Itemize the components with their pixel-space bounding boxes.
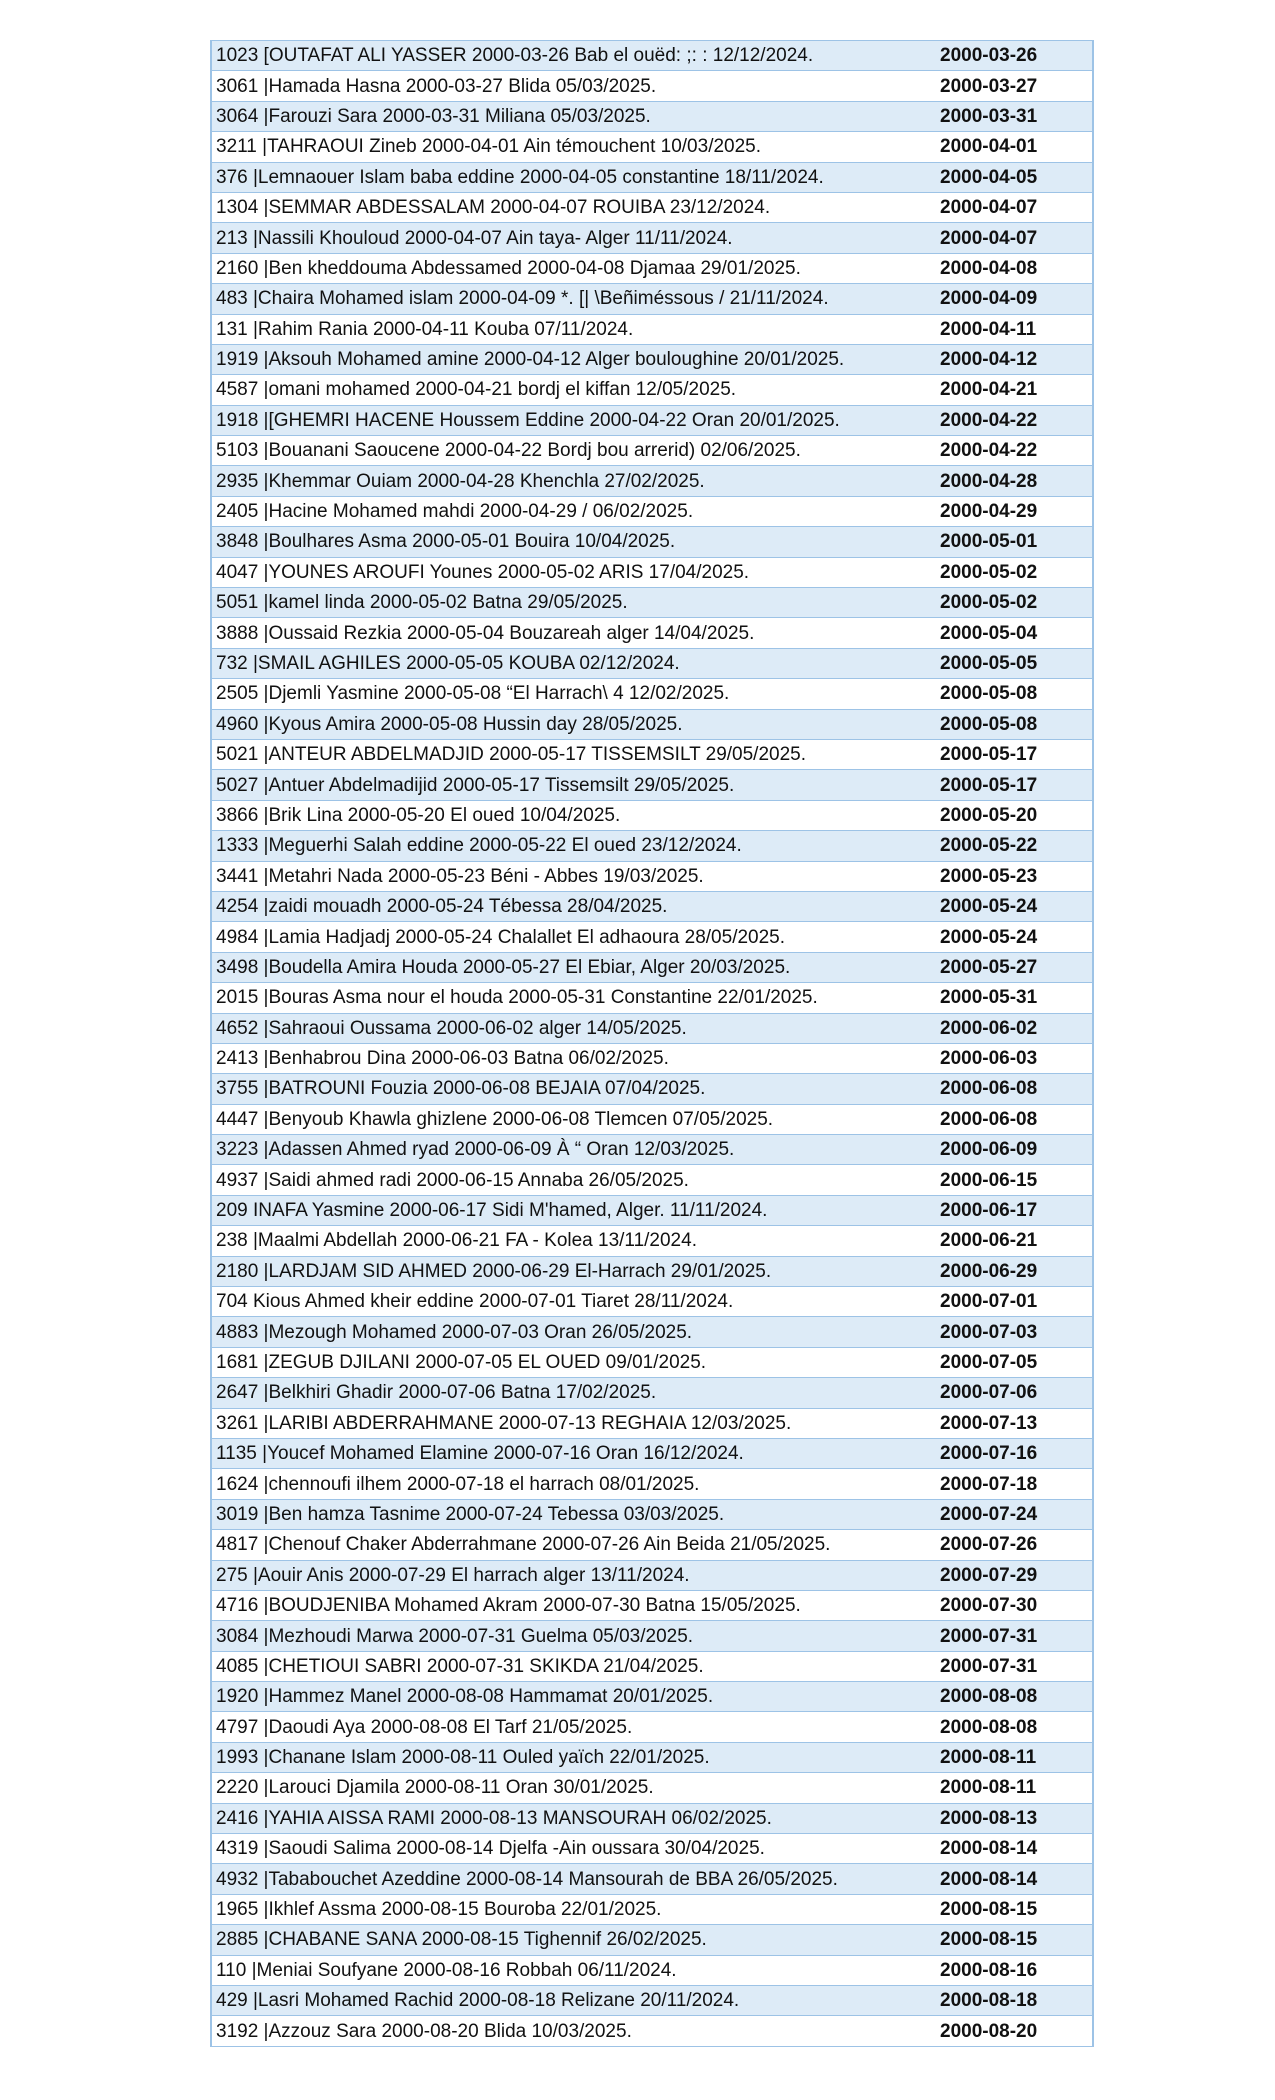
record-date: 2000-08-11 (940, 1773, 1093, 1803)
record-text: 2160 |Ben kheddouma Abdessamed 2000-04-08 Djamaa 29/01/2025. (211, 253, 940, 283)
record-text: 3061 |Hamada Hasna 2000-03-27 Blida 05/03/2025. (211, 71, 940, 101)
table-row (211, 101, 1093, 131)
table-row (211, 739, 1093, 769)
record-date: 2000-04-08 (940, 253, 1093, 283)
record-date: 2000-05-04 (940, 618, 1093, 648)
record-text: 429 |Lasri Mohamed Rachid 2000-08-18 Relizane 20/11/2024. (211, 1986, 940, 2016)
record-text: 483 |Chaira Mohamed islam 2000-04-09 *. [| \Beñiméssous / 21/11/2024. (211, 284, 940, 314)
table-row (211, 1621, 1093, 1651)
record-text: 238 |Maalmi Abdellah 2000-06-21 FA - Kolea 13/11/2024. (211, 1226, 940, 1256)
record-text: 4937 |Saidi ahmed radi 2000-06-15 Annaba 26/05/2025. (211, 1165, 940, 1195)
record-text: 4716 |BOUDJENIBA Mohamed Akram 2000-07-30 Batna 15/05/2025. (211, 1590, 940, 1620)
record-text: 2405 |Hacine Mohamed mahdi 2000-04-29 / 06/02/2025. (211, 496, 940, 526)
table-row (211, 1864, 1093, 1894)
record-date: 2000-06-21 (940, 1226, 1093, 1256)
table-row (211, 1195, 1093, 1225)
table-row (211, 1135, 1093, 1165)
record-text: 4817 |Chenouf Chaker Abderrahmane 2000-07-26 Ain Beida 21/05/2025. (211, 1530, 940, 1560)
record-text: 4932 |Tababouchet Azeddine 2000-08-14 Mansourah de BBA 26/05/2025. (211, 1864, 940, 1894)
record-date: 2000-04-22 (940, 405, 1093, 435)
table-row (211, 1347, 1093, 1377)
record-text: 4960 |Kyous Amira 2000-05-08 Hussin day 28/05/2025. (211, 709, 940, 739)
record-text: 2220 |Larouci Djamila 2000-08-11 Oran 30/01/2025. (211, 1773, 940, 1803)
record-date: 2000-06-08 (940, 1074, 1093, 1104)
record-text: 131 |Rahim Rania 2000-04-11 Kouba 07/11/2024. (211, 314, 940, 344)
table-row (211, 405, 1093, 435)
record-date: 2000-07-05 (940, 1347, 1093, 1377)
record-date: 2000-05-24 (940, 922, 1093, 952)
record-date: 2000-03-26 (940, 41, 1093, 71)
record-text: 4447 |Benyoub Khawla ghizlene 2000-06-08 Tlemcen 07/05/2025. (211, 1104, 940, 1134)
record-date: 2000-07-16 (940, 1438, 1093, 1468)
record-text: 1681 |ZEGUB DJILANI 2000-07-05 EL OUED 09/01/2025. (211, 1347, 940, 1377)
table-row (211, 1104, 1093, 1134)
record-date: 2000-08-11 (940, 1742, 1093, 1772)
table-row (211, 648, 1093, 678)
record-date: 2000-07-26 (940, 1530, 1093, 1560)
table-row (211, 1530, 1093, 1560)
table-row (211, 618, 1093, 648)
record-text: 275 |Aouir Anis 2000-07-29 El harrach alger 13/11/2024. (211, 1560, 940, 1590)
table-row (211, 162, 1093, 192)
table-row (211, 41, 1093, 71)
record-date: 2000-05-08 (940, 709, 1093, 739)
record-text: 213 |Nassili Khouloud 2000-04-07 Ain taya- Alger 11/11/2024. (211, 223, 940, 253)
table-row (211, 679, 1093, 709)
table-row (211, 1773, 1093, 1803)
record-date: 2000-07-31 (940, 1651, 1093, 1681)
record-date: 2000-08-13 (940, 1803, 1093, 1833)
record-date: 2000-08-18 (940, 1986, 1093, 2016)
table-row (211, 800, 1093, 830)
table-row (211, 314, 1093, 344)
record-text: 2885 |CHABANE SANA 2000-08-15 Tighennif 26/02/2025. (211, 1925, 940, 1955)
record-text: 3019 |Ben hamza Tasnime 2000-07-24 Tebessa 03/03/2025. (211, 1499, 940, 1529)
record-date: 2000-05-02 (940, 557, 1093, 587)
table-row (211, 436, 1093, 466)
record-text: 2180 |LARDJAM SID AHMED 2000-06-29 El-Harrach 29/01/2025. (211, 1256, 940, 1286)
table-row (211, 891, 1093, 921)
table-row (211, 922, 1093, 952)
record-text: 3064 |Farouzi Sara 2000-03-31 Miliana 05/03/2025. (211, 101, 940, 131)
table-row (211, 1287, 1093, 1317)
record-text: 5051 |kamel linda 2000-05-02 Batna 29/05/2025. (211, 588, 940, 618)
record-date: 2000-05-08 (940, 679, 1093, 709)
record-date: 2000-04-01 (940, 132, 1093, 162)
record-date: 2000-05-17 (940, 739, 1093, 769)
record-text: 2416 |YAHIA AISSA RAMI 2000-08-13 MANSOURAH 06/02/2025. (211, 1803, 940, 1833)
record-text: 3261 |LARIBI ABDERRAHMANE 2000-07-13 REGHAIA 12/03/2025. (211, 1408, 940, 1438)
table-row (211, 1226, 1093, 1256)
record-text: 3755 |BATROUNI Fouzia 2000-06-08 BEJAIA 07/04/2025. (211, 1074, 940, 1104)
table-row (211, 1742, 1093, 1772)
table-row (211, 1803, 1093, 1833)
record-date: 2000-04-29 (940, 496, 1093, 526)
record-date: 2000-05-17 (940, 770, 1093, 800)
record-date: 2000-07-29 (940, 1560, 1093, 1590)
record-date: 2000-06-17 (940, 1195, 1093, 1225)
record-text: 376 |Lemnaouer Islam baba eddine 2000-04-05 constantine 18/11/2024. (211, 162, 940, 192)
record-text: 1918 |[GHEMRI HACENE Houssem Eddine 2000-04-22 Oran 20/01/2025. (211, 405, 940, 435)
table-row (211, 1043, 1093, 1073)
record-date: 2000-04-07 (940, 223, 1093, 253)
record-text: 3211 |TAHRAOUI Zineb 2000-04-01 Ain témouchent 10/03/2025. (211, 132, 940, 162)
record-date: 2000-07-18 (940, 1469, 1093, 1499)
record-date: 2000-05-22 (940, 831, 1093, 861)
record-date: 2000-08-16 (940, 1955, 1093, 1985)
record-date: 2000-04-07 (940, 192, 1093, 222)
table-row (211, 1438, 1093, 1468)
table-row (211, 1074, 1093, 1104)
record-date: 2000-05-27 (940, 952, 1093, 982)
table-row (211, 557, 1093, 587)
record-date: 2000-05-23 (940, 861, 1093, 891)
record-text: 4254 |zaidi mouadh 2000-05-24 Tébessa 28/04/2025. (211, 891, 940, 921)
table-row (211, 1955, 1093, 1985)
records-table (210, 40, 1094, 2047)
table-row (211, 1317, 1093, 1347)
record-date: 2000-07-31 (940, 1621, 1093, 1651)
record-date: 2000-05-05 (940, 648, 1093, 678)
record-text: 110 |Meniai Soufyane 2000-08-16 Robbah 06/11/2024. (211, 1955, 940, 1985)
table-row (211, 1469, 1093, 1499)
record-text: 3084 |Mezhoudi Marwa 2000-07-31 Guelma 05/03/2025. (211, 1621, 940, 1651)
table-row (211, 466, 1093, 496)
record-date: 2000-04-09 (940, 284, 1093, 314)
record-date: 2000-07-13 (940, 1408, 1093, 1438)
record-text: 209 INAFA Yasmine 2000-06-17 Sidi M'hamed, Alger. 11/11/2024. (211, 1195, 940, 1225)
record-date: 2000-08-08 (940, 1712, 1093, 1742)
record-date: 2000-05-31 (940, 983, 1093, 1013)
table-row (211, 1712, 1093, 1742)
record-date: 2000-08-15 (940, 1925, 1093, 1955)
record-date: 2000-06-09 (940, 1135, 1093, 1165)
table-row (211, 1256, 1093, 1286)
record-date: 2000-05-24 (940, 891, 1093, 921)
record-text: 3848 |Boulhares Asma 2000-05-01 Bouira 10/04/2025. (211, 527, 940, 557)
record-text: 4984 |Lamia Hadjadj 2000-05-24 Chalallet El adhaoura 28/05/2025. (211, 922, 940, 952)
record-text: 4319 |Saoudi Salima 2000-08-14 Djelfa -Ain oussara 30/04/2025. (211, 1834, 940, 1864)
record-text: 4797 |Daoudi Aya 2000-08-08 El Tarf 21/05/2025. (211, 1712, 940, 1742)
record-date: 2000-03-27 (940, 71, 1093, 101)
table-row (211, 983, 1093, 1013)
table-row (211, 1013, 1093, 1043)
record-date: 2000-07-01 (940, 1287, 1093, 1317)
record-date: 2000-06-08 (940, 1104, 1093, 1134)
table-row (211, 496, 1093, 526)
table-row (211, 71, 1093, 101)
record-text: 4047 |YOUNES AROUFI Younes 2000-05-02 ARIS 17/04/2025. (211, 557, 940, 587)
table-row (211, 284, 1093, 314)
record-text: 4883 |Mezough Mohamed 2000-07-03 Oran 26/05/2025. (211, 1317, 940, 1347)
record-text: 4652 |Sahraoui Oussama 2000-06-02 alger 14/05/2025. (211, 1013, 940, 1043)
record-date: 2000-08-15 (940, 1894, 1093, 1924)
record-date: 2000-05-20 (940, 800, 1093, 830)
record-date: 2000-06-03 (940, 1043, 1093, 1073)
record-text: 1023 [OUTAFAT ALI YASSER 2000-03-26 Bab el ouëd: ;: : 12/12/2024. (211, 41, 940, 71)
table-row (211, 952, 1093, 982)
table-row (211, 831, 1093, 861)
record-text: 5021 |ANTEUR ABDELMADJID 2000-05-17 TISSEMSILT 29/05/2025. (211, 739, 940, 769)
table-row (211, 1165, 1093, 1195)
table-row (211, 1560, 1093, 1590)
record-date: 2000-04-11 (940, 314, 1093, 344)
record-date: 2000-04-21 (940, 375, 1093, 405)
table-row (211, 527, 1093, 557)
record-date: 2000-07-03 (940, 1317, 1093, 1347)
table-row (211, 192, 1093, 222)
record-text: 1919 |Aksouh Mohamed amine 2000-04-12 Alger bouloughine 20/01/2025. (211, 344, 940, 374)
record-text: 732 |SMAIL AGHILES 2000-05-05 KOUBA 02/12/2024. (211, 648, 940, 678)
record-date: 2000-05-01 (940, 527, 1093, 557)
table-row (211, 375, 1093, 405)
record-date: 2000-07-24 (940, 1499, 1093, 1529)
record-text: 4085 |CHETIOUI SABRI 2000-07-31 SKIKDA 21/04/2025. (211, 1651, 940, 1681)
table-row (211, 709, 1093, 739)
record-text: 1135 |Youcef Mohamed Elamine 2000-07-16 Oran 16/12/2024. (211, 1438, 940, 1468)
record-text: 1920 |Hammez Manel 2000-08-08 Hammamat 20/01/2025. (211, 1682, 940, 1712)
record-text: 1993 |Chanane Islam 2000-08-11 Ouled yaïch 22/01/2025. (211, 1742, 940, 1772)
record-text: 3223 |Adassen Ahmed ryad 2000-06-09 À “ Oran 12/03/2025. (211, 1135, 940, 1165)
record-text: 1304 |SEMMAR ABDESSALAM 2000-04-07 ROUIBA 23/12/2024. (211, 192, 940, 222)
table-row (211, 588, 1093, 618)
table-row (211, 1499, 1093, 1529)
record-text: 1333 |Meguerhi Salah eddine 2000-05-22 El oued 23/12/2024. (211, 831, 940, 861)
table-row (211, 1925, 1093, 1955)
record-date: 2000-04-05 (940, 162, 1093, 192)
records-sheet (210, 40, 1090, 2047)
record-date: 2000-08-14 (940, 1834, 1093, 1864)
record-text: 5103 |Bouanani Saoucene 2000-04-22 Bordj bou arrerid) 02/06/2025. (211, 436, 940, 466)
table-row (211, 1682, 1093, 1712)
record-text: 2413 |Benhabrou Dina 2000-06-03 Batna 06/02/2025. (211, 1043, 940, 1073)
record-date: 2000-04-12 (940, 344, 1093, 374)
table-row (211, 1378, 1093, 1408)
record-text: 5027 |Antuer Abdelmadijid 2000-05-17 Tissemsilt 29/05/2025. (211, 770, 940, 800)
table-row (211, 1651, 1093, 1681)
table-row (211, 2016, 1093, 2046)
record-date: 2000-07-30 (940, 1590, 1093, 1620)
record-text: 3498 |Boudella Amira Houda 2000-05-27 El Ebiar, Alger 20/03/2025. (211, 952, 940, 982)
table-row (211, 770, 1093, 800)
record-text: 4587 |omani mohamed 2000-04-21 bordj el kiffan 12/05/2025. (211, 375, 940, 405)
record-text: 3866 |Brik Lina 2000-05-20 El oued 10/04/2025. (211, 800, 940, 830)
record-text: 2647 |Belkhiri Ghadir 2000-07-06 Batna 17/02/2025. (211, 1378, 940, 1408)
table-row (211, 861, 1093, 891)
record-text: 2505 |Djemli Yasmine 2000-05-08 “El Harrach\ 4 12/02/2025. (211, 679, 940, 709)
table-row (211, 1590, 1093, 1620)
record-date: 2000-06-29 (940, 1256, 1093, 1286)
record-text: 1965 |Ikhlef Assma 2000-08-15 Bouroba 22/01/2025. (211, 1894, 940, 1924)
table-row (211, 1894, 1093, 1924)
table-row (211, 223, 1093, 253)
record-date: 2000-08-08 (940, 1682, 1093, 1712)
record-text: 1624 |chennoufi ilhem 2000-07-18 el harrach 08/01/2025. (211, 1469, 940, 1499)
table-row (211, 1834, 1093, 1864)
record-date: 2000-07-06 (940, 1378, 1093, 1408)
table-row (211, 132, 1093, 162)
record-text: 3441 |Metahri Nada 2000-05-23 Béni - Abbes 19/03/2025. (211, 861, 940, 891)
record-text: 2015 |Bouras Asma nour el houda 2000-05-31 Constantine 22/01/2025. (211, 983, 940, 1013)
record-text: 704 Kious Ahmed kheir eddine 2000-07-01 Tiaret 28/11/2024. (211, 1287, 940, 1317)
table-row (211, 344, 1093, 374)
record-text: 3192 |Azzouz Sara 2000-08-20 Blida 10/03/2025. (211, 2016, 940, 2046)
record-date: 2000-04-22 (940, 436, 1093, 466)
table-row (211, 1408, 1093, 1438)
table-row (211, 253, 1093, 283)
table-row (211, 1986, 1093, 2016)
record-date: 2000-05-02 (940, 588, 1093, 618)
record-date: 2000-08-14 (940, 1864, 1093, 1894)
record-text: 3888 |Oussaid Rezkia 2000-05-04 Bouzareah alger 14/04/2025. (211, 618, 940, 648)
record-date: 2000-08-20 (940, 2016, 1093, 2046)
record-text: 2935 |Khemmar Ouiam 2000-04-28 Khenchla 27/02/2025. (211, 466, 940, 496)
record-date: 2000-06-15 (940, 1165, 1093, 1195)
records-body (211, 41, 1093, 2047)
record-date: 2000-03-31 (940, 101, 1093, 131)
record-date: 2000-06-02 (940, 1013, 1093, 1043)
record-date: 2000-04-28 (940, 466, 1093, 496)
